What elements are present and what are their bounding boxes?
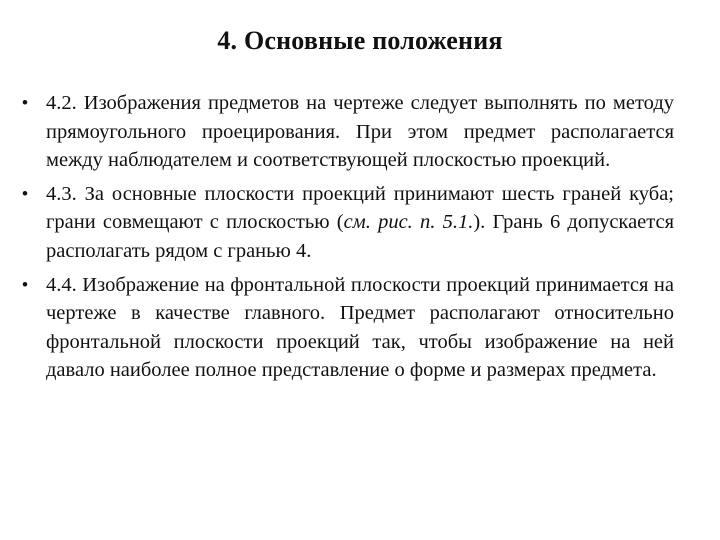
bullet-item-4-4 — [22, 271, 674, 385]
figure-reference: см. рис. п. 5.1. — [343, 211, 474, 234]
slide-title: 4. Основные положения — [217, 26, 503, 55]
bullet-item-4-2 — [22, 89, 674, 175]
bullet-icon: • — [22, 274, 28, 294]
bullet-icon: • — [22, 93, 28, 112]
bullet-text: 4.4. Изображение на фронтальной плоскости проекций принимается на чертеже в качестве главного. Предмет располагают относительно фронтальной плоскости проекций так, чтобы изображение на ней давало наиболее полное представление о форме и размерах предмета. — [46, 273, 674, 382]
bullet-text: 4.2. Изображения предметов на чертеже следует выполнять по методу прямоугольного проецирования. При этом предмет располагается между наблюдателем и соответствующей плоскостью проекций. — [46, 92, 674, 172]
bullet-text-continued: ). Грань 6 допускается располагать рядом с гранью 4. — [46, 211, 675, 262]
bullet-text: 4.3. За основные плоскости проекций принимают шесть граней куба; грани совмещают с плоскостью ( — [46, 182, 674, 234]
bullet-list — [22, 89, 674, 390]
bullet-icon: • — [22, 183, 28, 203]
bullet-item-4-3 — [22, 180, 674, 266]
